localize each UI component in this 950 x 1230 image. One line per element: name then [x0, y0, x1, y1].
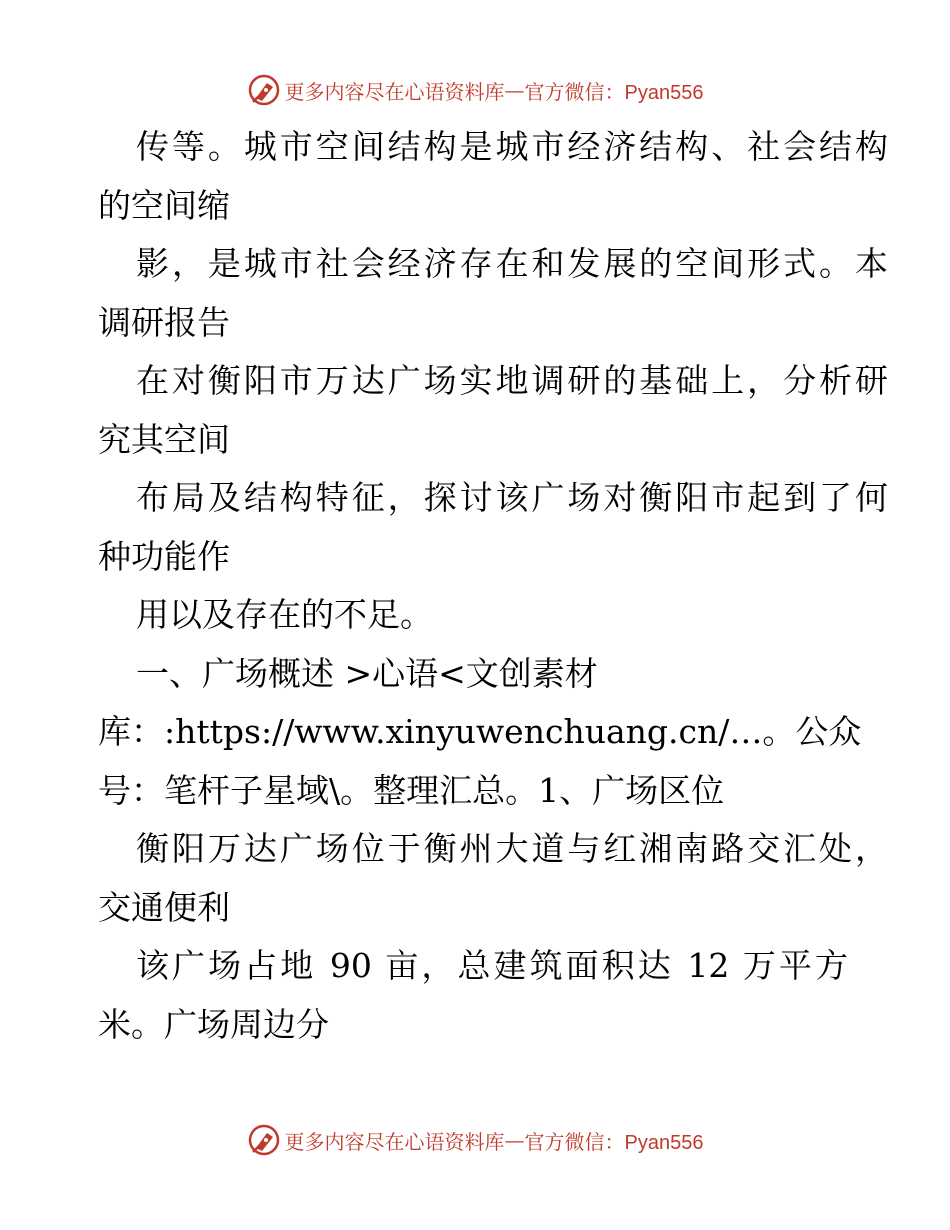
text-line: 衡阳万达广场位于衡州大道与红湘南路交汇处，: [136, 829, 888, 868]
pen-nib-logo-icon: [247, 73, 281, 107]
text-line: 米。广场周边分: [98, 1004, 329, 1044]
watermark-dash: —: [504, 78, 525, 102]
watermark-brand: 更多内容尽在心语资料库: [284, 79, 505, 104]
section-heading: 一、广场概述 >心语<文创素材: [136, 653, 598, 693]
header-watermark: [0, 70, 950, 110]
watermark-dash: —: [504, 1128, 525, 1152]
text-line: 传等。城市空间结构是城市经济结构、社会结构: [136, 127, 888, 166]
text-line: 布局及结构特征，探讨该广场对衡阳市起到了何: [136, 478, 888, 517]
text-line: 在对衡阳市万达广场实地调研的基础上，分析研: [136, 361, 888, 400]
text-line: 究其空间: [98, 419, 230, 459]
text-line: 库：:https://www.xinyuwenchuang.cn/…。公众: [98, 712, 862, 751]
text-line: 的空间缩: [98, 185, 230, 225]
text-line: 该广场占地 90 亩，总建筑面积达 12 万平方: [136, 946, 848, 985]
footer-watermark: [0, 1120, 950, 1160]
text-line: 影，是城市社会经济存在和发展的空间形式。本: [136, 244, 888, 283]
text-line: 调研报告: [98, 302, 230, 342]
watermark-wechat: 官方微信：Pyan556: [524, 81, 704, 104]
text-line: 交通便利: [98, 887, 230, 927]
text-line: 号：笔杆子星域\。整理汇总。1、广场区位: [98, 770, 725, 810]
text-line: 种功能作: [98, 536, 230, 576]
watermark-wechat: 官方微信：Pyan556: [524, 1131, 704, 1154]
watermark-brand: 更多内容尽在心语资料库: [284, 1129, 505, 1154]
pen-nib-logo-icon: [247, 1123, 281, 1157]
body-text: [98, 118, 888, 1054]
text-line: 用以及存在的不足。: [136, 595, 433, 634]
